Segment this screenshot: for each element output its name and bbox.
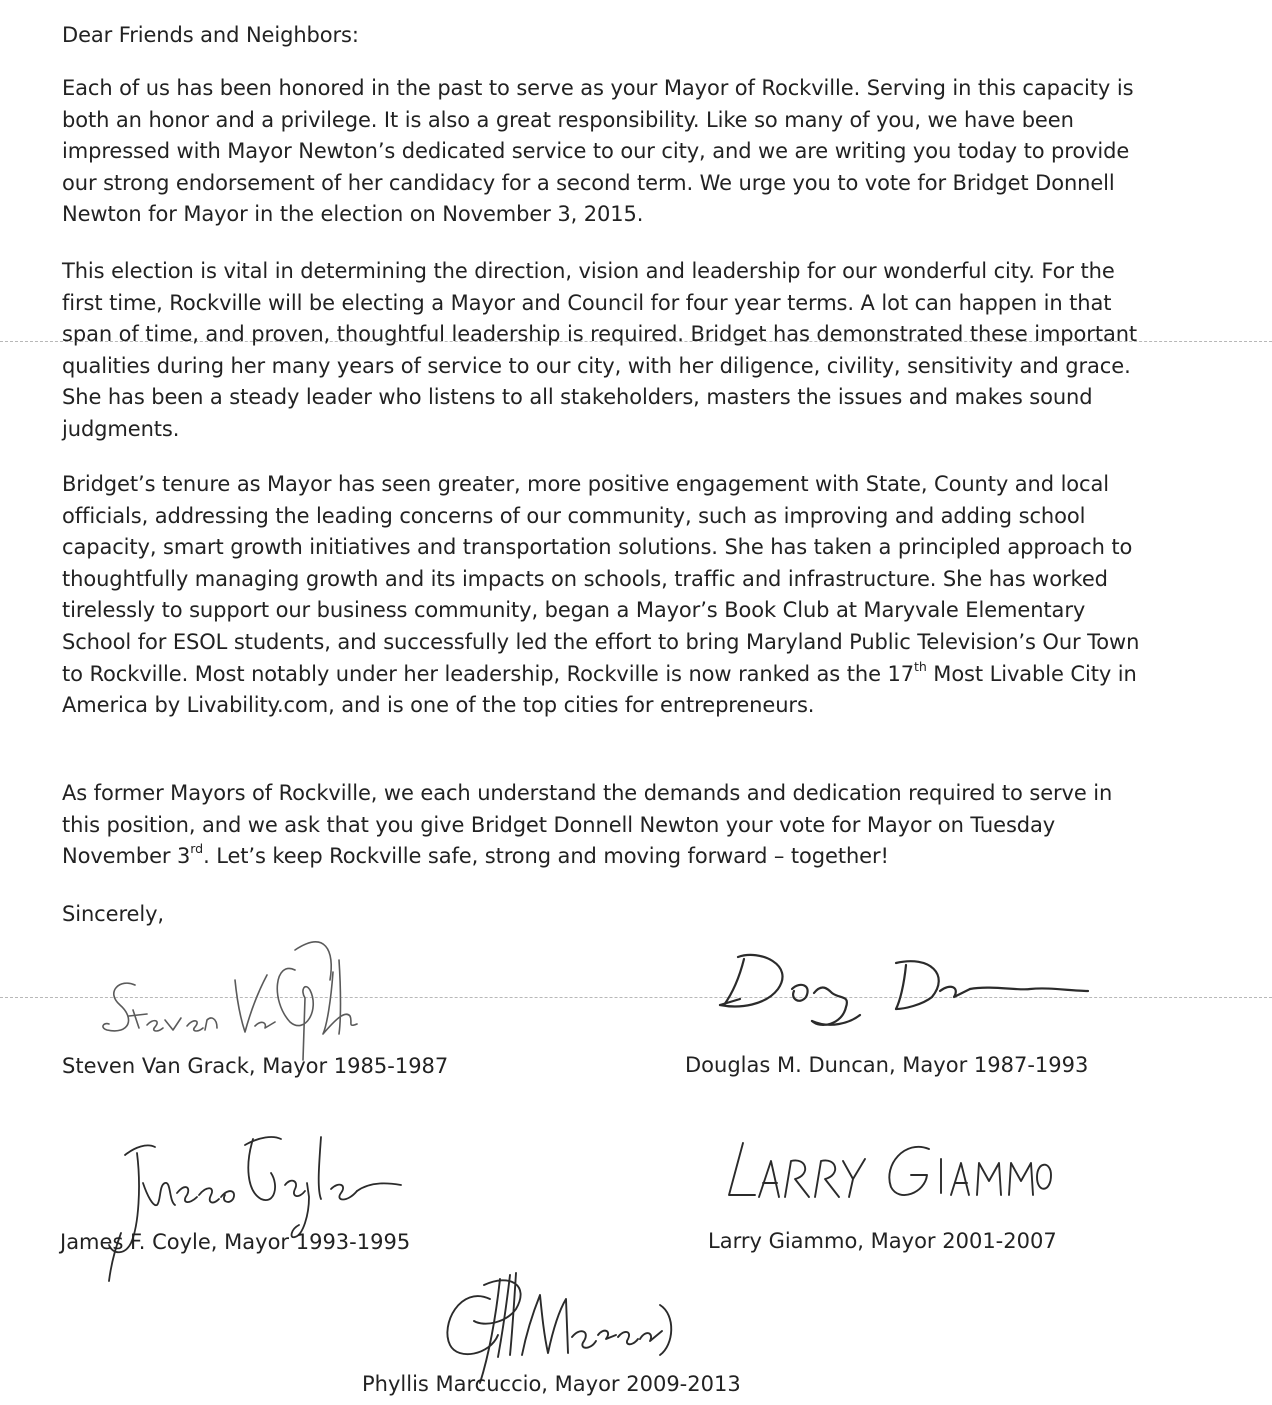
signature-duncan — [700, 945, 1100, 1040]
letter-greeting: Dear Friends and Neighbors: — [62, 23, 359, 47]
signature-caption-marcuccio: Phyllis Marcuccio, Mayor 2009-2013 — [362, 1372, 741, 1396]
letter-closing: Sincerely, — [62, 902, 164, 926]
signature-van-grack — [95, 930, 365, 1070]
letter-paragraph-4 — [62, 778, 1152, 873]
signature-caption-duncan: Douglas M. Duncan, Mayor 1987-1993 — [685, 1053, 1089, 1077]
signature-caption-giammo: Larry Giammo, Mayor 2001-2007 — [708, 1229, 1057, 1253]
ordinal-suffix: th — [913, 658, 927, 674]
signature-coyle — [95, 1125, 405, 1285]
signature-caption-van-grack: Steven Van Grack, Mayor 1985-1987 — [62, 1054, 449, 1078]
paragraph-3-text-end: Most Livable City in America by Livability.com, and is one of the top cities for entrepreneurs. — [62, 661, 1137, 718]
signature-caption-coyle: James F. Coyle, Mayor 1993-1995 — [60, 1230, 411, 1254]
signature-giammo — [715, 1135, 1060, 1205]
letter-paragraph-3 — [62, 469, 1152, 722]
paragraph-4-text: As former Mayors of Rockville, we each understand the demands and dedication required to serve in this position, and we ask that you give Bridget Donnell Newton your vote for Mayor on Tuesday November 3 — [62, 781, 1113, 869]
paragraph-3-text: Bridget’s tenure as Mayor has seen greater, more positive engagement with State, County and local officials, addressing the leading concerns of our community, such as improving and adding school capacity, smart growth initiatives and transportation solutions. She has taken a principled approach to thoughtfully managing growth and its impacts on schools, traffic and infrastructure. She has worked tirelessly to support our business community, began a Mayor’s Book Club at Maryvale Elementary School for ESOL students, and successfully led the effort to bring Maryland Public Television’s Our Town to Rockville. Most notably under her leadership, Rockville is now ranked as the 17 — [62, 472, 1140, 686]
letter-paragraph-2: This election is vital in determining the direction, vision and leadership for our wonderful city. For the first time, Rockville will be electing a Mayor and Council for four year terms. A lot can happen in that span of time, and proven, thoughtful leadership is required. Bridget has demonstrated these important qualities during her many years of service to our city, with her diligence, civility, sensitivity and grace. She has been a steady leader who listens to all stakeholders, masters the issues and makes sound judgments. — [62, 259, 1138, 441]
paragraph-4-text-end: . Let’s keep Rockville safe, strong and moving forward – together! — [203, 844, 889, 869]
letter-paragraph-1: Each of us has been honored in the past to serve as your Mayor of Rockville. Serving in this capacity is both an honor and a privilege. It is also a great responsibility. Like so many of you, we have been impressed with Mayor Newton’s dedicated service to our city, and we are writing you today to provide our strong endorsement of her candidacy for a second term. We urge you to vote for Bridget Donnell Newton for Mayor in the election on November 3, 2015. — [62, 76, 1134, 227]
ordinal-suffix: rd — [190, 841, 204, 857]
